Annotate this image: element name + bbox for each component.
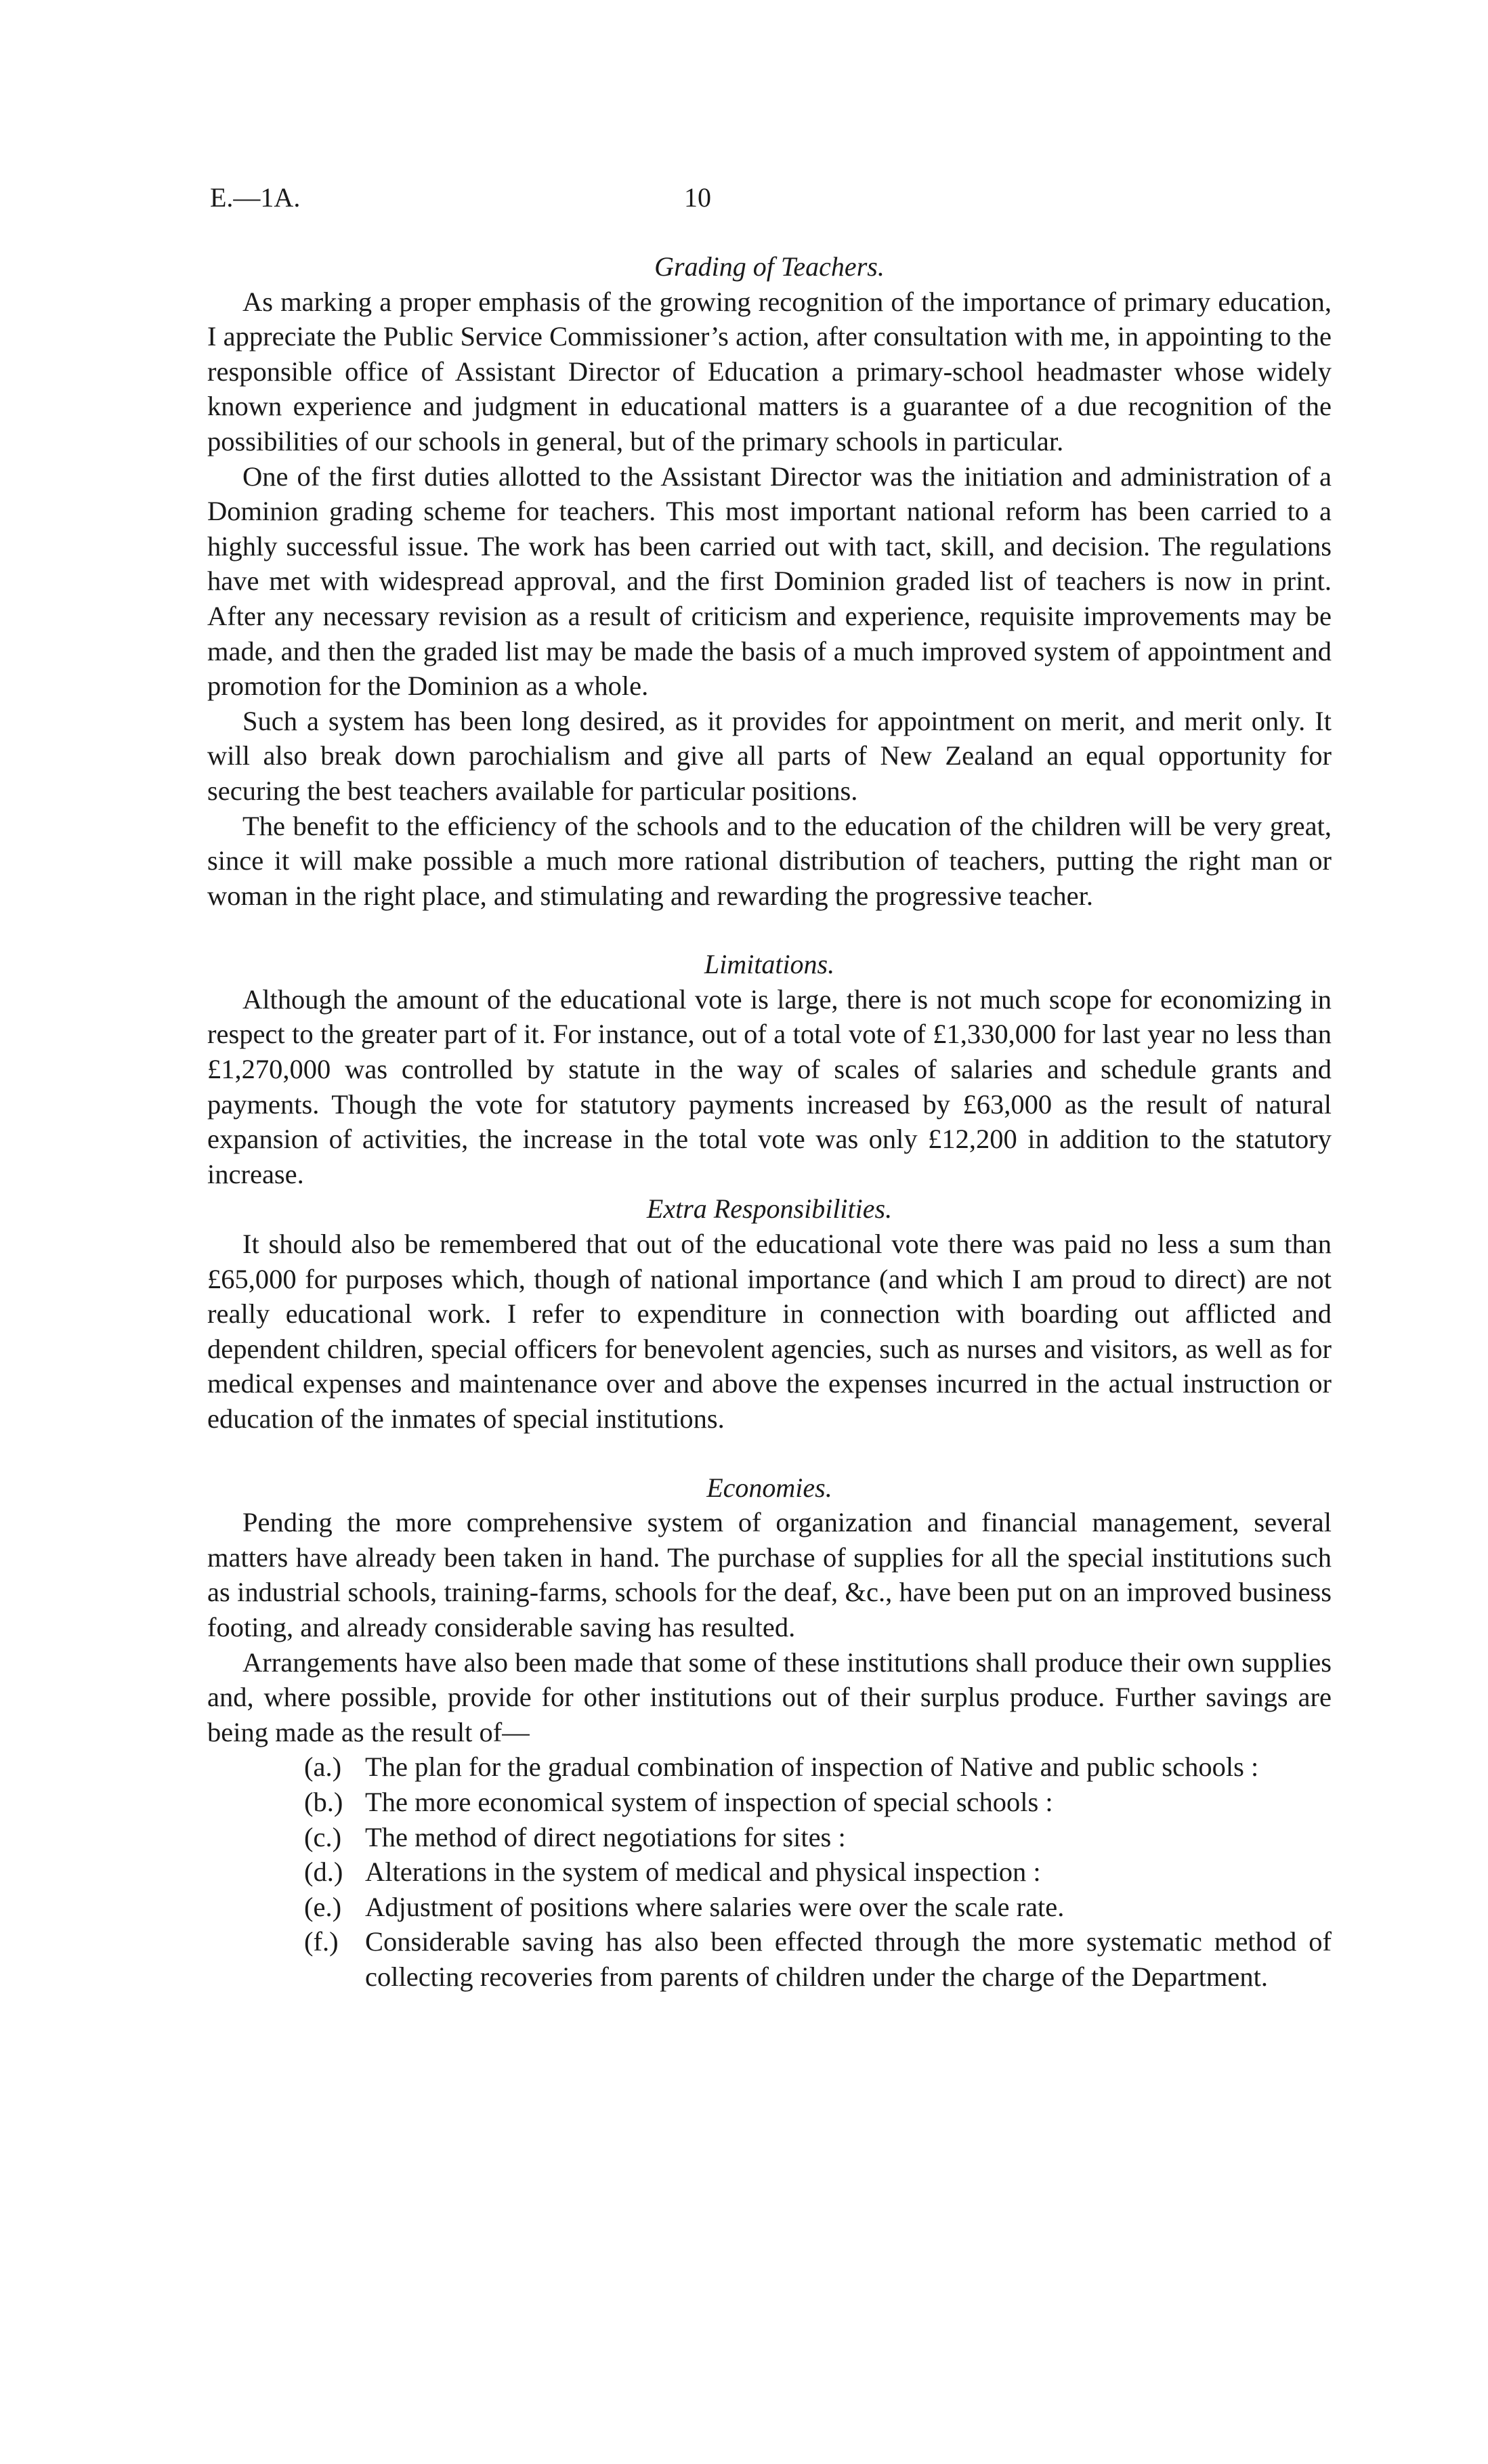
paragraph: It should also be remembered that out of the educational vote there was paid no less a sum than £65,000 for purposes which, though of national importance (and which I am proud to direct) are not really educational work. I refer to expenditure in connection with boarding out afflicted and dependent children, special officers for benevolent agencies, such as nurses and visitors, as well as for medical expenses and maintenance over and above the expenses incurred in the actual instruction or education of the inmates of special institutions.: [207, 1229, 1332, 1434]
list-marker: (f.): [304, 1926, 339, 1957]
list-item: [207, 1820, 1332, 1855]
paragraph: As marking a proper emphasis of the growing recognition of the importance of primary education, I appreciate the Public Service Commissioner’s action, after consultation with me, in appointing to the responsible office of Assistant Director of Education a primary-school headmaster whose widely known experience and judgment in educational matters is a guarantee of a due recognition of the possibilities of our schools in general, but of the primary schools in particular.: [207, 286, 1332, 456]
section-limitations: [207, 947, 1332, 1191]
savings-list: [207, 1749, 1332, 1994]
paragraph: Such a system has been long desired, as it provides for appointment on merit, and merit only. It will also break down parochialism and give all parts of New Zealand an equal opportunity for securing the best teachers available for particular positions.: [207, 705, 1332, 806]
list-item: [207, 1749, 1332, 1785]
list-marker: (d.): [304, 1856, 343, 1888]
section-grading-of-teachers: [207, 249, 1332, 913]
section-extra-responsibilities: [207, 1191, 1332, 1436]
list-item: [207, 1890, 1332, 1925]
list-item-text: Adjustment of positions where salaries were over the scale rate.: [365, 1891, 1065, 1922]
list-marker: (e.): [304, 1891, 342, 1922]
list-item-text: Considerable saving has also been effected through the more systematic method of collecting recoveries from parents of children under the charge of the Department.: [365, 1926, 1332, 1992]
list-item: [207, 1785, 1332, 1820]
list-marker: (c.): [304, 1821, 342, 1852]
paragraph: Although the amount of the educational vote is large, there is not much scope for economizing in respect to the greater part of it. For instance, out of a total vote of £1,330,000 for last year no less than £1,270,000 was controlled by statute in the way of scales of salaries and schedule grants and payments. Though the vote for statutory payments increased by £63,000 as the result of natural expansion of activities, the increase in the total vote was only £12,200 in addition to the statutory increase.: [207, 983, 1332, 1189]
section-heading: Extra Responsibilities.: [646, 1193, 893, 1225]
paragraph: One of the first duties allotted to the Assistant Director was the initiation and administration of a Dominion grading scheme for teachers. This most important national reform has been carried to a highly successful issue. The work has been carried out with tact, skill, and decision. The regulations have met with widespread approval, and the first Dominion graded list of teachers is now in print. After any necessary revision as a result of criticism and experience, requisite improvements may be made, and then the graded list may be made the basis of a much improved system of appointment and promotion for the Dominion as a whole.: [207, 461, 1332, 702]
document-reference: E.—1A.: [210, 182, 301, 213]
page-body: [207, 249, 1332, 1995]
list-item: [207, 1924, 1332, 1994]
list-item-text: Alterations in the system of medical and physical inspection :: [365, 1856, 1041, 1888]
paragraph: Arrangements have also been made that some of these institutions shall produce their own supplies and, where possible, provide for other institutions out of their surplus produce. Further savings are being made as the result of—: [207, 1647, 1332, 1747]
section-heading: Grading of Teachers.: [654, 251, 885, 282]
page-number: 10: [684, 182, 711, 213]
list-item-text: The method of direct negotiations for sites :: [365, 1821, 846, 1852]
list-item-text: The plan for the gradual combination of inspection of Native and public schools :: [365, 1751, 1259, 1783]
paragraph: The benefit to the efficiency of the schools and to the education of the children will be very great, since it will make possible a much more rational distribution of teachers, putting the right man or woman in the right place, and stimulating and rewarding the progressive teacher.: [207, 810, 1332, 911]
section-economies: [207, 1470, 1332, 1995]
list-marker: (a.): [304, 1751, 342, 1783]
section-heading: Limitations.: [704, 949, 835, 980]
section-heading: Economies.: [706, 1472, 832, 1503]
list-item: [207, 1854, 1332, 1890]
page-header: [210, 182, 1334, 222]
list-marker: (b.): [304, 1786, 343, 1817]
list-item-text: The more economical system of inspection of special schools :: [365, 1786, 1053, 1817]
paragraph: Pending the more comprehensive system of organization and financial management, several matters have already been taken in hand. The purchase of supplies for all the special institutions such as industrial schools, training-farms, schools for the deaf, &c., have been put on an improved business footing, and already considerable saving has resulted.: [207, 1507, 1332, 1642]
